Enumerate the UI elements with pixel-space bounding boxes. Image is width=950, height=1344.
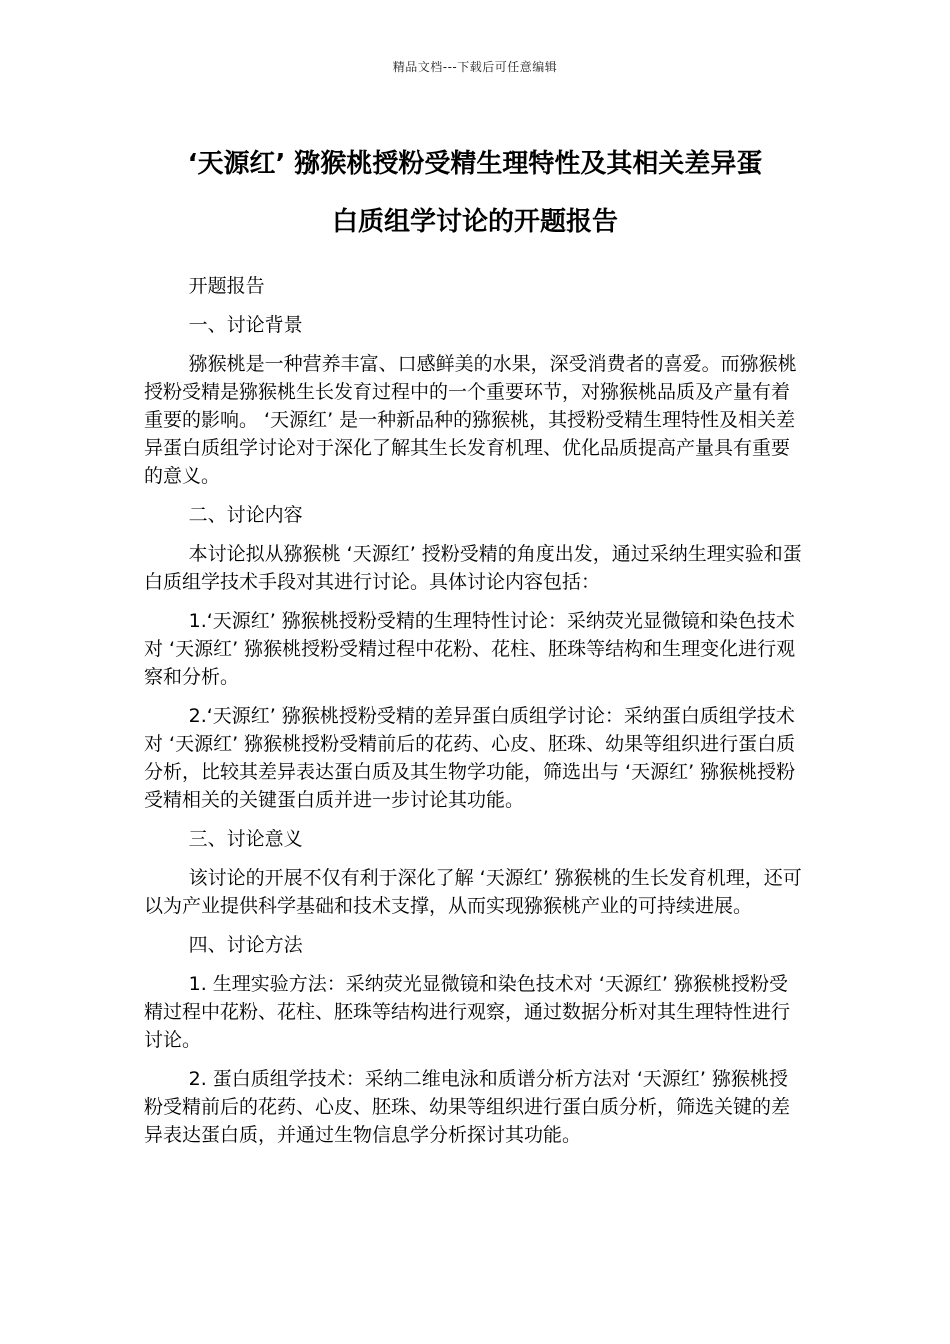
header-note: 精品文档---下载后可任意编辑 (392, 60, 558, 74)
paragraph-content-intro: 本讨论拟从猕猴桃 ‘天源红’ 授粉受精的角度出发，通过采纳生理实验和蛋白质组学技术手段对其进行讨论。具体讨论内容包括： (144, 543, 802, 593)
paragraph-background: 猕猴桃是一种营养丰富、口感鲜美的水果，深受消费者的喜爱。而猕猴桃授粉受精是猕猴桃生长发育过程中的一个重要环节，对猕猴桃品质及产量有着重要的影响。 ‘天源红’ 是一种新品种的猕猴桃，其授粉受精生理特性及相关差异蛋白质组学讨论对于深化了解其生长发育机理、优化品质提高产量具有重要的意义。 (144, 353, 797, 487)
document-body (144, 272, 804, 1160)
paragraph-method-2: 2. 蛋白质组学技术：采纳二维电泳和质谱分析方法对 ‘天源红’ 猕猴桃授粉受精前后的花药、心皮、胚珠、幼果等组织进行蛋白质分析，筛选关键的差异表达蛋白质，并通过生物信息学分析探讨其功能。 (144, 1068, 791, 1146)
document-title (100, 135, 850, 251)
section-heading-methods: 四、讨论方法 (188, 934, 303, 956)
paragraph-report-label: 开题报告 (188, 275, 265, 297)
paragraph-content-item-1: 1.‘天源红’ 猕猴桃授粉受精的生理特性讨论：采纳荧光显微镜和染色技术对 ‘天源红’ 猕猴桃授粉受精过程中花粉、花柱、胚珠等结构和生理变化进行观察和分析。 (144, 610, 796, 688)
title-line-2: 白质组学讨论的开题报告 (331, 207, 618, 237)
paragraph-significance: 该讨论的开展不仅有利于深化了解 ‘天源红’ 猕猴桃的生长发育机理，还可以为产业提供科学基础和技术支撑，从而实现猕猴桃产业的可持续进展。 (144, 867, 802, 917)
paragraph-method-1: 1. 生理实验方法：采纳荧光显微镜和染色技术对 ‘天源红’ 猕猴桃授粉受精过程中花粉、花柱、胚珠等结构进行观察，通过数据分析对其生理特性进行讨论。 (144, 973, 791, 1051)
section-heading-significance: 三、讨论意义 (188, 828, 303, 850)
paragraph-content-item-2: 2.‘天源红’ 猕猴桃授粉受精的差异蛋白质组学讨论：采纳蛋白质组学技术对 ‘天源红’ 猕猴桃授粉受精前后的花药、心皮、胚珠、幼果等组织进行蛋白质分析，比较其差异表达蛋白质及其生物学功能，筛选出与 ‘天源红’ 猕猴桃授粉受精相关的关键蛋白质并进一步讨论其功能。 (144, 705, 796, 811)
title-line-1: ‘天源红’ 猕猴桃授粉受精生理特性及其相关差异蛋 (187, 149, 763, 179)
section-heading-background: 一、讨论背景 (188, 314, 303, 336)
section-heading-content: 二、讨论内容 (188, 504, 303, 526)
